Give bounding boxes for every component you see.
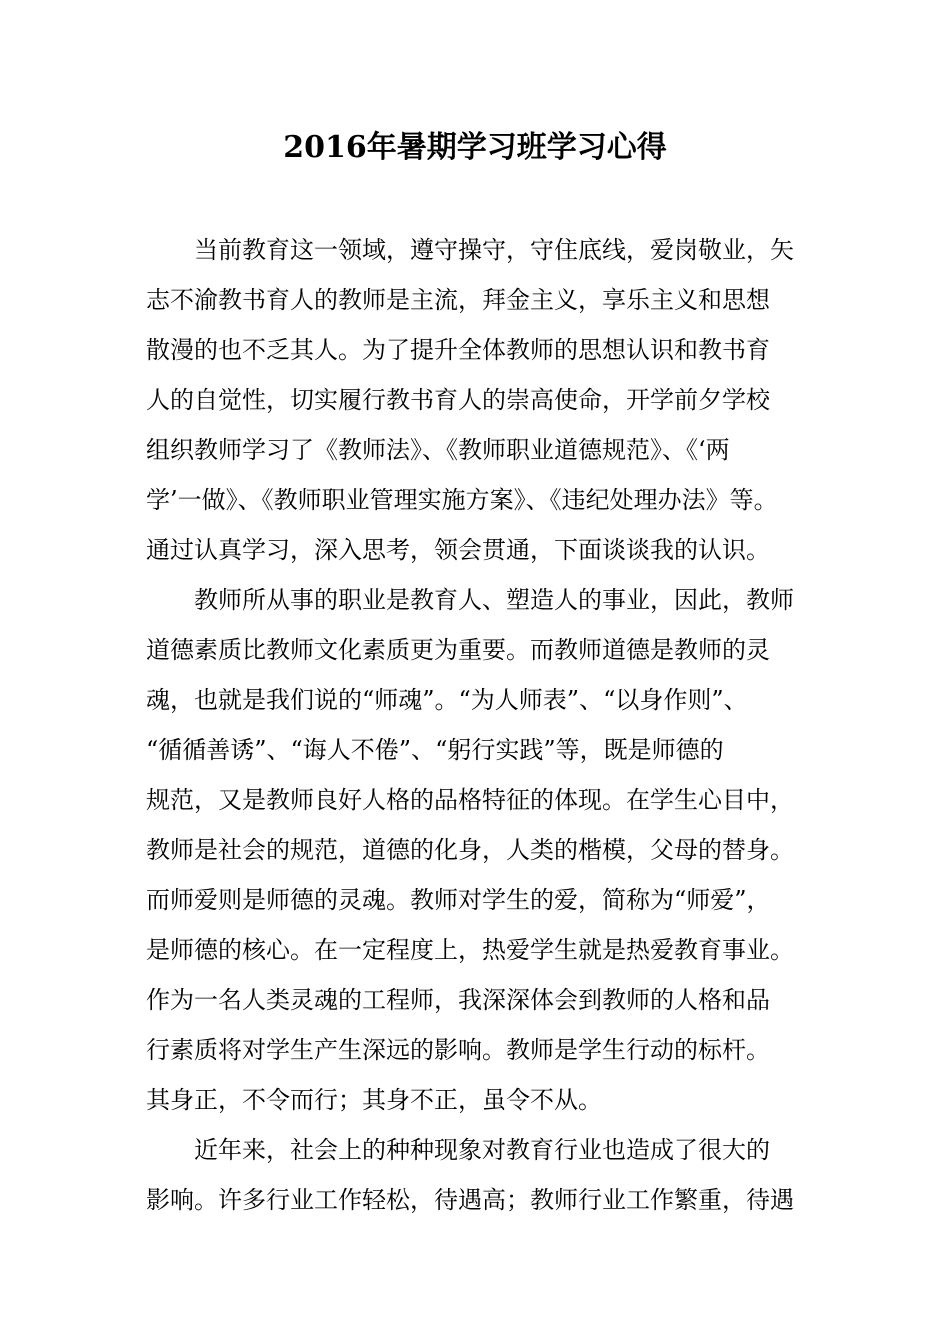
text-line: 影响。许多行业工作轻松，待遇高；教师行业工作繁重，待遇 — [146, 1186, 794, 1214]
text-line: 规范，又是教师良好人格的品格特征的体现。在学生心目中， — [146, 786, 794, 814]
text-line: 人的自觉性，切实履行教书育人的崇高使命，开学前夕学校 — [146, 386, 770, 414]
text-line: 而师爱则是师德的灵魂。教师对学生的爱，简称为“师爱”， — [146, 886, 771, 914]
text-line: 道德素质比教师文化素质更为重要。而教师道德是教师的灵 — [146, 636, 770, 664]
text-line: 行素质将对学生产生深远的影响。教师是学生行动的标杆。 — [146, 1036, 770, 1064]
document-body — [146, 225, 816, 1225]
text-line: 教师所从事的职业是教育人、塑造人的事业，因此，教师 — [194, 586, 794, 614]
text-line: 作为一名人类灵魂的工程师，我深深体会到教师的人格和品 — [146, 986, 770, 1014]
text-line: 学’一做》、《教师职业管理实施方案》、《违纪处理办法》等。 — [146, 486, 778, 514]
text-line: “循循善诱”、“诲人不倦”、“躬行实践”等，既是师德的 — [146, 736, 724, 764]
text-line: 是师德的核心。在一定程度上，热爱学生就是热爱教育事业。 — [146, 936, 794, 964]
document-title: 2016年暑期学习班学习心得 — [283, 130, 667, 165]
text-line: 魂，也就是我们说的“师魂”。“为人师表”、“以身作则”、 — [146, 686, 748, 714]
text-line: 当前教育这一领域，遵守操守，守住底线，爱岗敬业，矢 — [194, 236, 794, 264]
text-line: 近年来，社会上的种种现象对教育行业也造成了很大的 — [194, 1136, 770, 1164]
text-line: 其身正，不令而行；其身不正，虽令不从。 — [146, 1086, 602, 1114]
text-line: 通过认真学习，深入思考，领会贯通，下面谈谈我的认识。 — [146, 536, 770, 564]
text-line: 志不渝教书育人的教师是主流，拜金主义，享乐主义和思想 — [146, 286, 770, 314]
text-line: 组织教师学习了《教师法》、《教师职业道德规范》、《‘两 — [146, 436, 730, 464]
text-line: 教师是社会的规范，道德的化身，人类的楷模，父母的替身。 — [146, 836, 794, 864]
text-line: 散漫的也不乏其人。为了提升全体教师的思想认识和教书育 — [146, 336, 770, 364]
